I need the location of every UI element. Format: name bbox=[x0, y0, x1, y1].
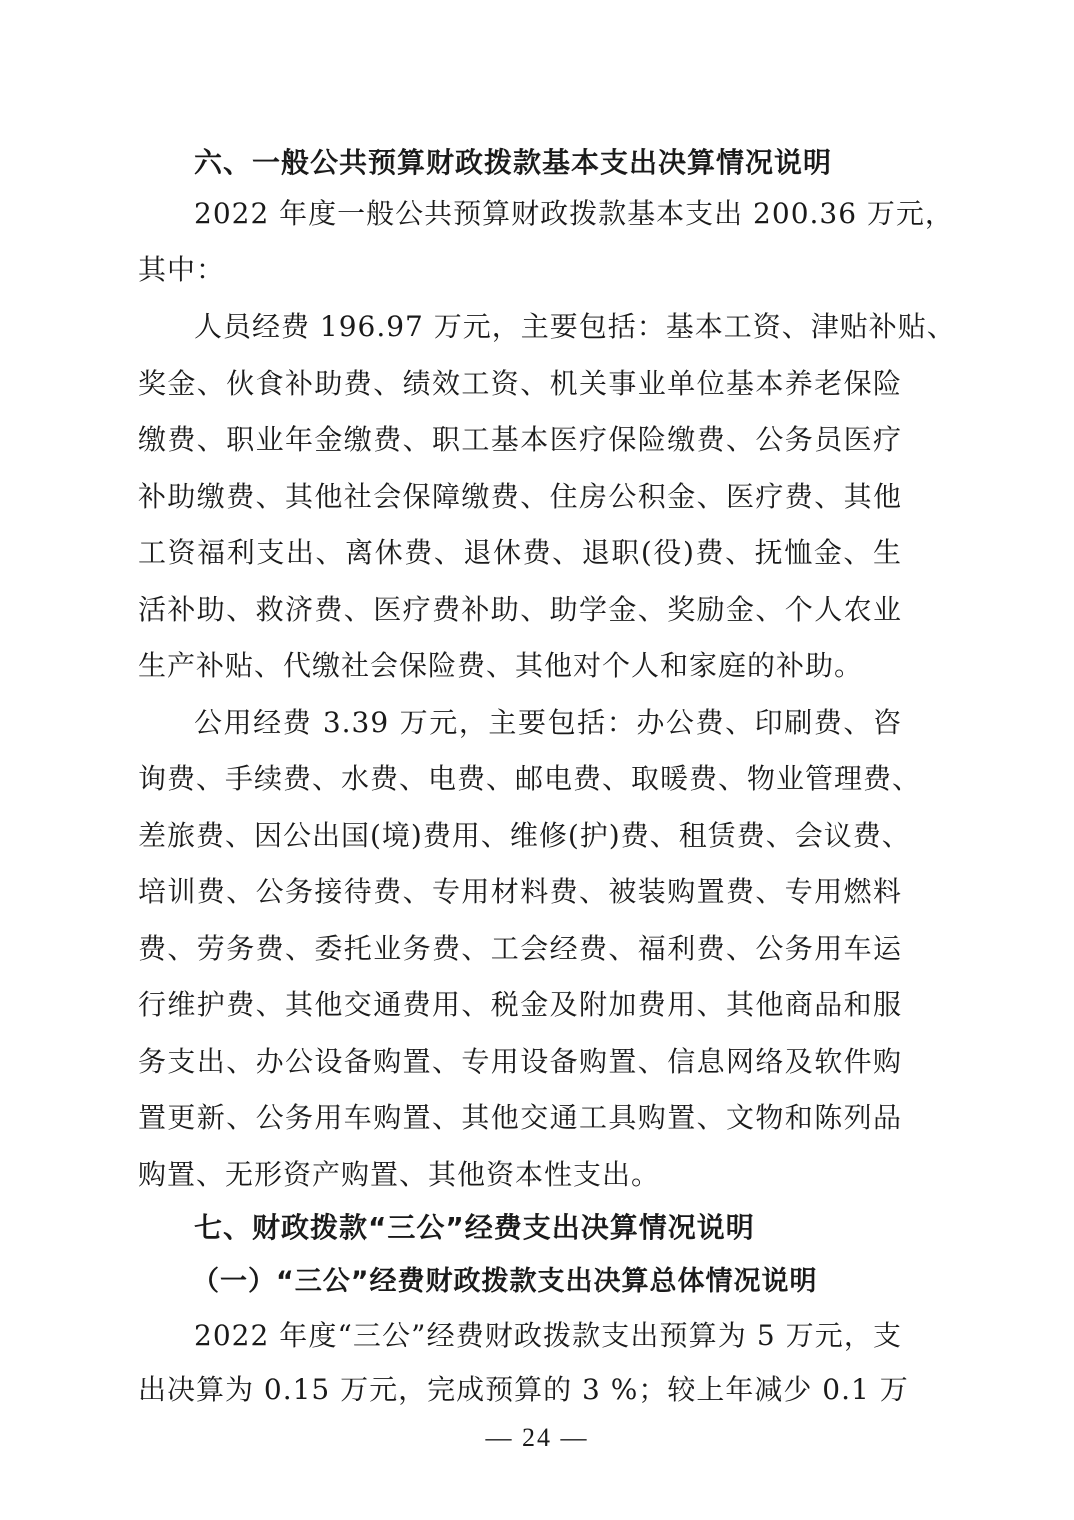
paragraph-line: 购置、无形资产购置、其他资本性支出。 bbox=[138, 1158, 661, 1191]
paragraph-line: 费、劳务费、委托业务费、工会经费、福利费、公务用车运 bbox=[138, 932, 902, 965]
paragraph-line: 工资福利支出、离休费、退休费、退职(役)费、抚恤金、生 bbox=[138, 536, 902, 569]
paragraph-line: 出决算为 0.15 万元，完成预算的 3 %；较上年减少 0.1 万 bbox=[138, 1373, 909, 1406]
paragraph-line: 2022 年度一般公共预算财政拨款基本支出 200.36 万元， bbox=[194, 197, 954, 230]
paragraph-line: 生产补贴、代缴社会保险费、其他对个人和家庭的补助。 bbox=[138, 649, 864, 682]
paragraph-line: 2022 年度“三公”经费财政拨款支出预算为 5 万元，支 bbox=[194, 1319, 902, 1352]
paragraph-line: 其中： bbox=[138, 253, 226, 286]
paragraph-line: 补助缴费、其他社会保障缴费、住房公积金、医疗费、其他 bbox=[138, 480, 902, 513]
paragraph-line: 奖金、伙食补助费、绩效工资、机关事业单位基本养老保险 bbox=[138, 367, 902, 400]
paragraph-line: 培训费、公务接待费、专用材料费、被装购置费、专用燃料 bbox=[138, 875, 902, 908]
paragraph-line: 务支出、办公设备购置、专用设备购置、信息网络及软件购 bbox=[138, 1045, 902, 1078]
page-number: — 24 — bbox=[485, 1423, 589, 1452]
paragraph-line: 缴费、职业年金缴费、职工基本医疗保险缴费、公务员医疗 bbox=[138, 423, 902, 456]
section-heading-6: 六、一般公共预算财政拨款基本支出决算情况说明 bbox=[194, 146, 833, 179]
paragraph-line: 公用经费 3.39 万元，主要包括：办公费、印刷费、咨 bbox=[194, 706, 902, 739]
section-heading-7: 七、财政拨款“三公”经费支出决算情况说明 bbox=[194, 1211, 755, 1244]
paragraph-line: 人员经费 196.97 万元，主要包括：基本工资、津贴补贴、 bbox=[194, 310, 956, 343]
paragraph-line: 询费、手续费、水费、电费、邮电费、取暖费、物业管理费、 bbox=[138, 762, 922, 795]
paragraph-line: 活补助、救济费、医疗费补助、助学金、奖励金、个人农业 bbox=[138, 593, 902, 626]
paragraph-line: 置更新、公务用车购置、其他交通工具购置、文物和陈列品 bbox=[138, 1101, 902, 1134]
paragraph-line: 行维护费、其他交通费用、税金及附加费用、其他商品和服 bbox=[138, 988, 902, 1021]
paragraph-line: 差旅费、因公出国(境)费用、维修(护)费、租赁费、会议费、 bbox=[138, 819, 911, 852]
subsection-heading: （一）“三公”经费财政拨款支出决算总体情况说明 bbox=[192, 1266, 818, 1297]
